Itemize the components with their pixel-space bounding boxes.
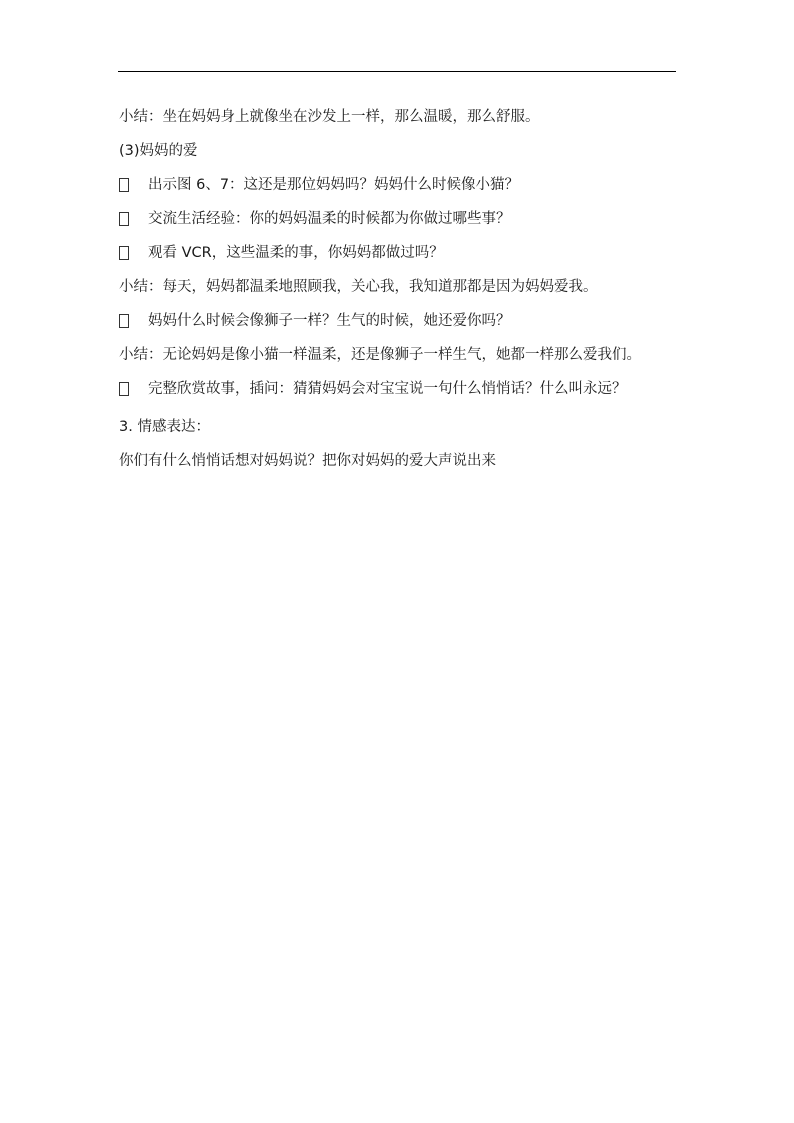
list-item-text: 完整欣赏故事，插问：猜猜妈妈会对宝宝说一句什么悄悄话？什么叫永远？ xyxy=(148,381,627,397)
document-body xyxy=(119,104,679,482)
list-item xyxy=(119,206,679,232)
bullet-box-icon xyxy=(119,246,129,260)
summary-paragraph-2: 小结：每天，妈妈都温柔地照顾我，关心我，我知道那都是因为妈妈爱我。 xyxy=(119,279,598,295)
closing-paragraph: 你们有什么悄悄话想对妈妈说？把你对妈妈的爱大声说出来 xyxy=(119,453,496,469)
summary-paragraph-1: 小结：坐在妈妈身上就像坐在沙发上一样，那么温暖，那么舒服。 xyxy=(119,109,540,125)
header-rule xyxy=(118,71,676,72)
summary-paragraph-3: 小结：无论妈妈是像小猫一样温柔，还是像狮子一样生气，她都一样那么爱我们。 xyxy=(119,347,641,363)
list-item xyxy=(119,308,679,334)
list-item-text: 出示图 6、7：这还是那位妈妈吗？妈妈什么时候像小猫？ xyxy=(148,177,520,193)
bullet-box-icon xyxy=(119,382,129,396)
bullet-box-icon xyxy=(119,178,129,192)
list-item-text: 交流生活经验：你的妈妈温柔的时候都为你做过哪些事？ xyxy=(148,211,511,227)
list-item xyxy=(119,240,679,266)
bullet-box-icon xyxy=(119,314,129,328)
list-item-text: 妈妈什么时候会像狮子一样？生气的时候，她还爱你吗？ xyxy=(148,313,511,329)
section-heading-emotional-expression: 3. 情感表达： xyxy=(119,419,210,435)
list-item-text: 观看 VCR，这些温柔的事，你妈妈都做过吗？ xyxy=(148,245,444,261)
list-item xyxy=(119,376,679,406)
bullet-box-icon xyxy=(119,212,129,226)
list-item xyxy=(119,172,679,198)
section-heading-mothers-love: (3)妈妈的爱 xyxy=(119,143,198,159)
